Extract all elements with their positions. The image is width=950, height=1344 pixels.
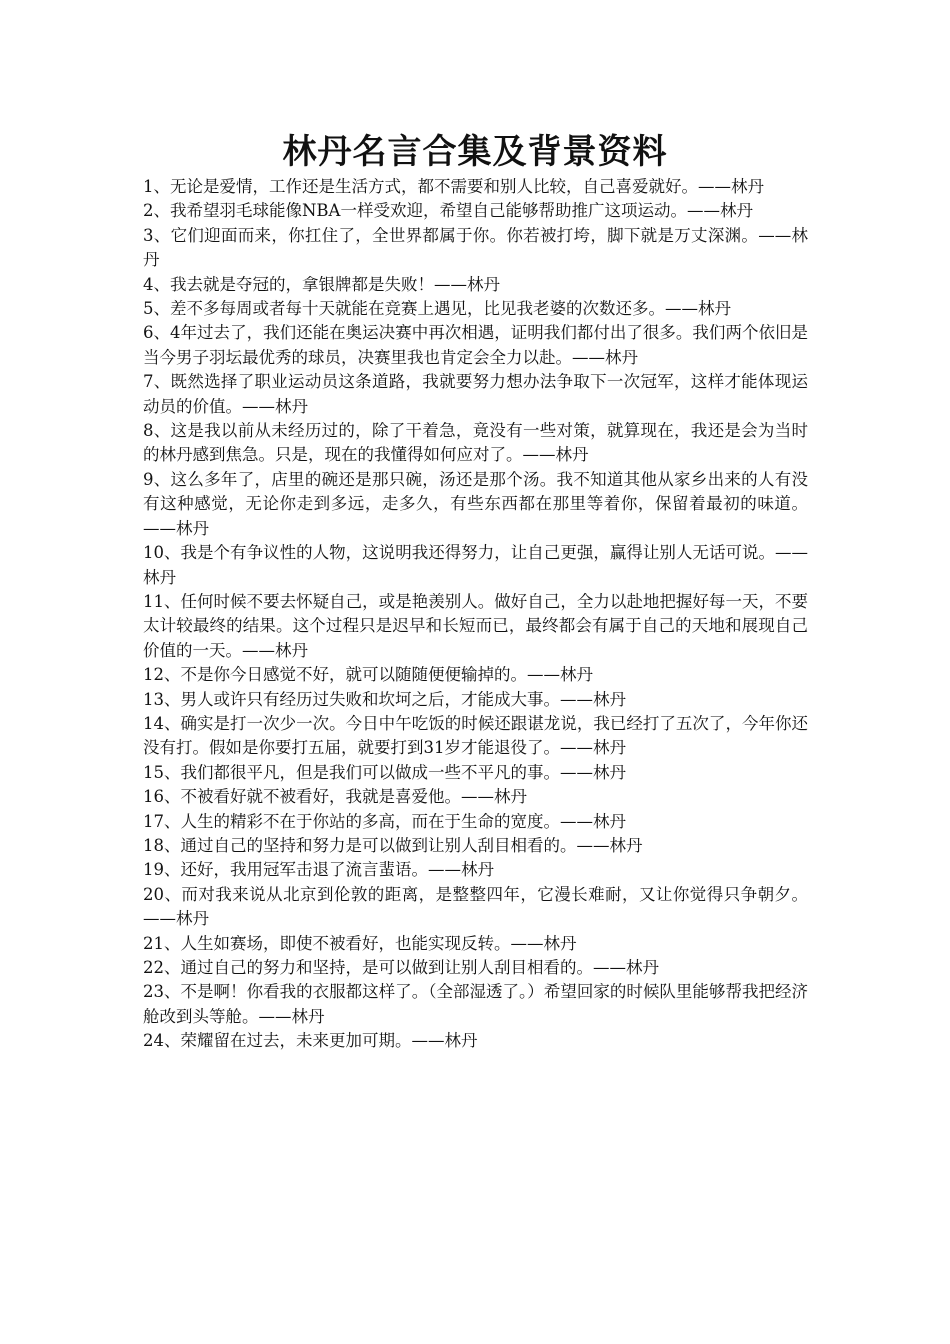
quote-item: 12、不是你今日感觉不好，就可以随随便便输掉的。——林丹 xyxy=(143,665,593,685)
quote-item: 21、人生如赛场，即使不被看好，也能实现反转。——林丹 xyxy=(143,933,577,953)
quote-item: 14、确实是打一次少一次。今日中午吃饭的时候还跟谌龙说，我已经打了五次了，今年你还没有打。假如是你要打五届，就要打到31岁才能退役了。——林丹 xyxy=(143,713,808,758)
quote-item: 24、荣耀留在过去，未来更加可期。——林丹 xyxy=(143,1031,478,1051)
quote-item: 10、我是个有争议性的人物，这说明我还得努力，让自己更强，赢得让别人无话可说。——林丹 xyxy=(143,543,808,587)
quote-item: 8、这是我以前从未经历过的，除了干着急，竟没有一些对策，就算现在，我还是会为当时的林丹感到焦急。只是，现在的我懂得如何应对了。——林丹 xyxy=(143,421,808,465)
quote-list xyxy=(143,175,808,1054)
quote-item: 18、通过自己的坚持和努力是可以做到让别人刮目相看的。——林丹 xyxy=(143,835,643,855)
quote-item: 4、我去就是夺冠的，拿银牌都是失败！——林丹 xyxy=(143,274,500,294)
quote-item: 13、男人或许只有经历过失败和坎坷之后，才能成大事。——林丹 xyxy=(143,689,626,709)
document-title: 林丹名言合集及背景资料 xyxy=(282,132,668,172)
quote-item: 9、这么多年了，店里的碗还是那只碗，汤还是那个汤。我不知道其他从家乡出来的人有没有这种感觉，无论你走到多远，走多久，有些东西都在那里等着你，保留着最初的味道。——林丹 xyxy=(143,469,808,538)
quote-item: 3、它们迎面而来，你扛住了，全世界都属于你。你若被打垮，脚下就是万丈深渊。——林丹 xyxy=(143,225,808,270)
quote-item: 6、4年过去了，我们还能在奥运决赛中再次相遇，证明我们都付出了很多。我们两个依旧是当今男子羽坛最优秀的球员，决赛里我也肯定会全力以赴。——林丹 xyxy=(143,323,808,367)
quote-item: 17、人生的精彩不在于你站的多高，而在于生命的宽度。——林丹 xyxy=(143,811,626,831)
quote-item: 1、无论是爱情，工作还是生活方式，都不需要和别人比较，自己喜爱就好。——林丹 xyxy=(143,177,764,196)
quote-item: 19、还好，我用冠军击退了流言蜚语。——林丹 xyxy=(143,860,494,880)
quote-item: 7、既然选择了职业运动员这条道路，我就要努力想办法争取下一次冠军，这样才能体现运动员的价值。——林丹 xyxy=(143,372,808,416)
quote-item: 23、不是啊！你看我的衣服都这样了。（全部湿透了。）希望回家的时候队里能够帮我把经济舱改到头等舱。——林丹 xyxy=(143,982,808,1026)
quote-item: 11、任何时候不要去怀疑自己，或是艳羡别人。做好自己，全力以赴地把握好每一天，不要太计较最终的结果。这个过程只是迟早和长短而已，最终都会有属于自己的天地和展现自己价值的一天。——林丹 xyxy=(143,591,808,660)
quote-item: 15、我们都很平凡，但是我们可以做成一些不平凡的事。——林丹 xyxy=(143,762,626,782)
quote-item: 5、差不多每周或者每十天就能在竞赛上遇见，比见我老婆的次数还多。——林丹 xyxy=(143,299,731,319)
quote-item: 2、我希望羽毛球能像NBA一样受欢迎，希望自己能够帮助推广这项运动。——林丹 xyxy=(143,201,753,221)
quote-item: 16、不被看好就不被看好，我就是喜爱他。——林丹 xyxy=(143,787,527,807)
quote-item: 20、而对我来说从北京到伦敦的距离，是整整四年，它漫长难耐，又让你觉得只争朝夕。——林丹 xyxy=(143,884,808,929)
quote-item: 22、通过自己的努力和坚持，是可以做到让别人刮目相看的。——林丹 xyxy=(143,958,659,977)
